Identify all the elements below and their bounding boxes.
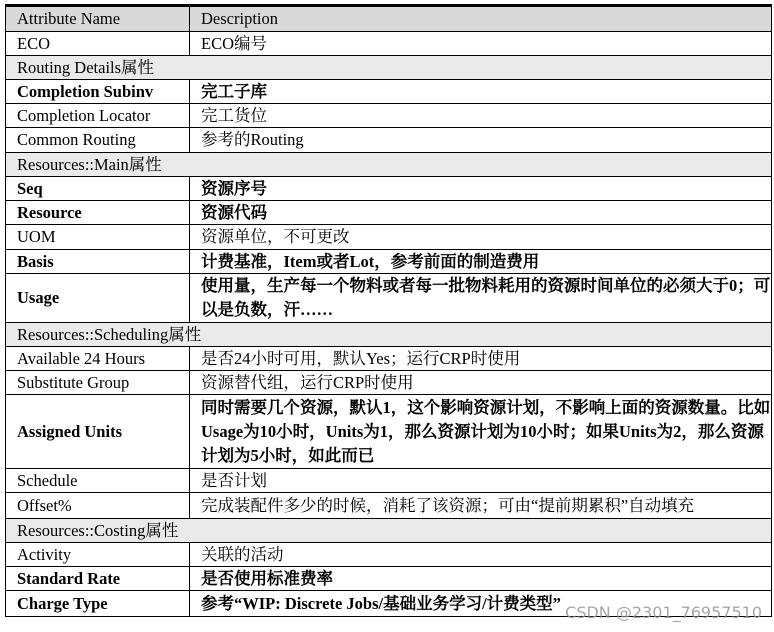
table-row: [6, 177, 772, 201]
attribute-name-cell: Common Routing: [6, 128, 190, 153]
attribute-name-cell: Resource: [6, 201, 190, 225]
table-header-row: [6, 6, 772, 32]
section-title: Resources::Scheduling属性: [6, 323, 772, 347]
table-row: [6, 493, 772, 519]
attribute-name-cell: Usage: [6, 274, 190, 323]
description-cell: 完工子库: [190, 80, 772, 104]
description-cell: 资源单位，不可更改: [190, 225, 772, 250]
description-cell: 参考的Routing: [190, 128, 772, 153]
attribute-name-cell: Completion Locator: [6, 104, 190, 128]
description-cell: 使用量，生产每一个物料或者每一批物料耗用的资源时间单位的必须大于0；可以是负数，汗……: [190, 274, 772, 323]
table-row: [6, 250, 772, 274]
header-attribute-name: Attribute Name: [6, 6, 190, 32]
table-row: [6, 274, 772, 323]
table-row: [6, 395, 772, 469]
attribute-name-cell: UOM: [6, 225, 190, 250]
section-header-row: [6, 519, 772, 543]
table-row: [6, 32, 772, 56]
description-cell: 完成装配件多少的时候，消耗了该资源；可由“提前期累积”自动填充: [190, 493, 772, 519]
watermark: CSDN @2301_76957510: [565, 603, 762, 622]
description-cell: 资源序号: [190, 177, 772, 201]
attribute-name-cell: Seq: [6, 177, 190, 201]
description-cell: 计费基准，Item或者Lot，参考前面的制造费用: [190, 250, 772, 274]
attribute-name-cell: Basis: [6, 250, 190, 274]
section-header-row: [6, 153, 772, 177]
section-title: Routing Details属性: [6, 56, 772, 80]
attribute-name-cell: Offset%: [6, 493, 190, 519]
attribute-name-cell: Charge Type: [6, 591, 190, 617]
table-row: [6, 201, 772, 225]
section-title: Resources::Costing属性: [6, 519, 772, 543]
description-cell: 关联的活动: [190, 543, 772, 567]
attribute-name-cell: Activity: [6, 543, 190, 567]
attribute-table: [5, 4, 772, 617]
attribute-table-container: [5, 4, 771, 617]
attribute-name-cell: Substitute Group: [6, 371, 190, 395]
attribute-name-cell: Available 24 Hours: [6, 347, 190, 371]
table-row: [6, 371, 772, 395]
description-cell: 同时需要几个资源，默认1，这个影响资源计划，不影响上面的资源数量。比如Usage为10小时，Units为1，那么资源计划为10小时；如果Units为2，那么资源计划为5小时，如此而已: [190, 395, 772, 469]
description-cell: 是否计划: [190, 469, 772, 493]
description-cell: 参考“WIP: Discrete Jobs/基础业务学习/计费类型”: [190, 591, 772, 617]
description-cell: 完工货位: [190, 104, 772, 128]
attribute-name-cell: ECO: [6, 32, 190, 56]
attribute-name-cell: Schedule: [6, 469, 190, 493]
section-header-row: [6, 56, 772, 80]
table-row: [6, 469, 772, 493]
table-row: [6, 225, 772, 250]
table-row: [6, 543, 772, 567]
table-row: [6, 347, 772, 371]
description-cell: 是否使用标准费率: [190, 567, 772, 591]
table-row: [6, 80, 772, 104]
header-description: Description: [190, 6, 772, 32]
section-header-row: [6, 323, 772, 347]
description-cell: ECO编号: [190, 32, 772, 56]
attribute-name-cell: Assigned Units: [6, 395, 190, 469]
attribute-name-cell: Standard Rate: [6, 567, 190, 591]
description-cell: 资源代码: [190, 201, 772, 225]
description-cell: 资源替代组，运行CRP时使用: [190, 371, 772, 395]
table-row: [6, 104, 772, 128]
section-title: Resources::Main属性: [6, 153, 772, 177]
table-row: [6, 128, 772, 153]
table-row: [6, 567, 772, 591]
attribute-name-cell: Completion Subinv: [6, 80, 190, 104]
description-cell: 是否24小时可用，默认Yes；运行CRP时使用: [190, 347, 772, 371]
